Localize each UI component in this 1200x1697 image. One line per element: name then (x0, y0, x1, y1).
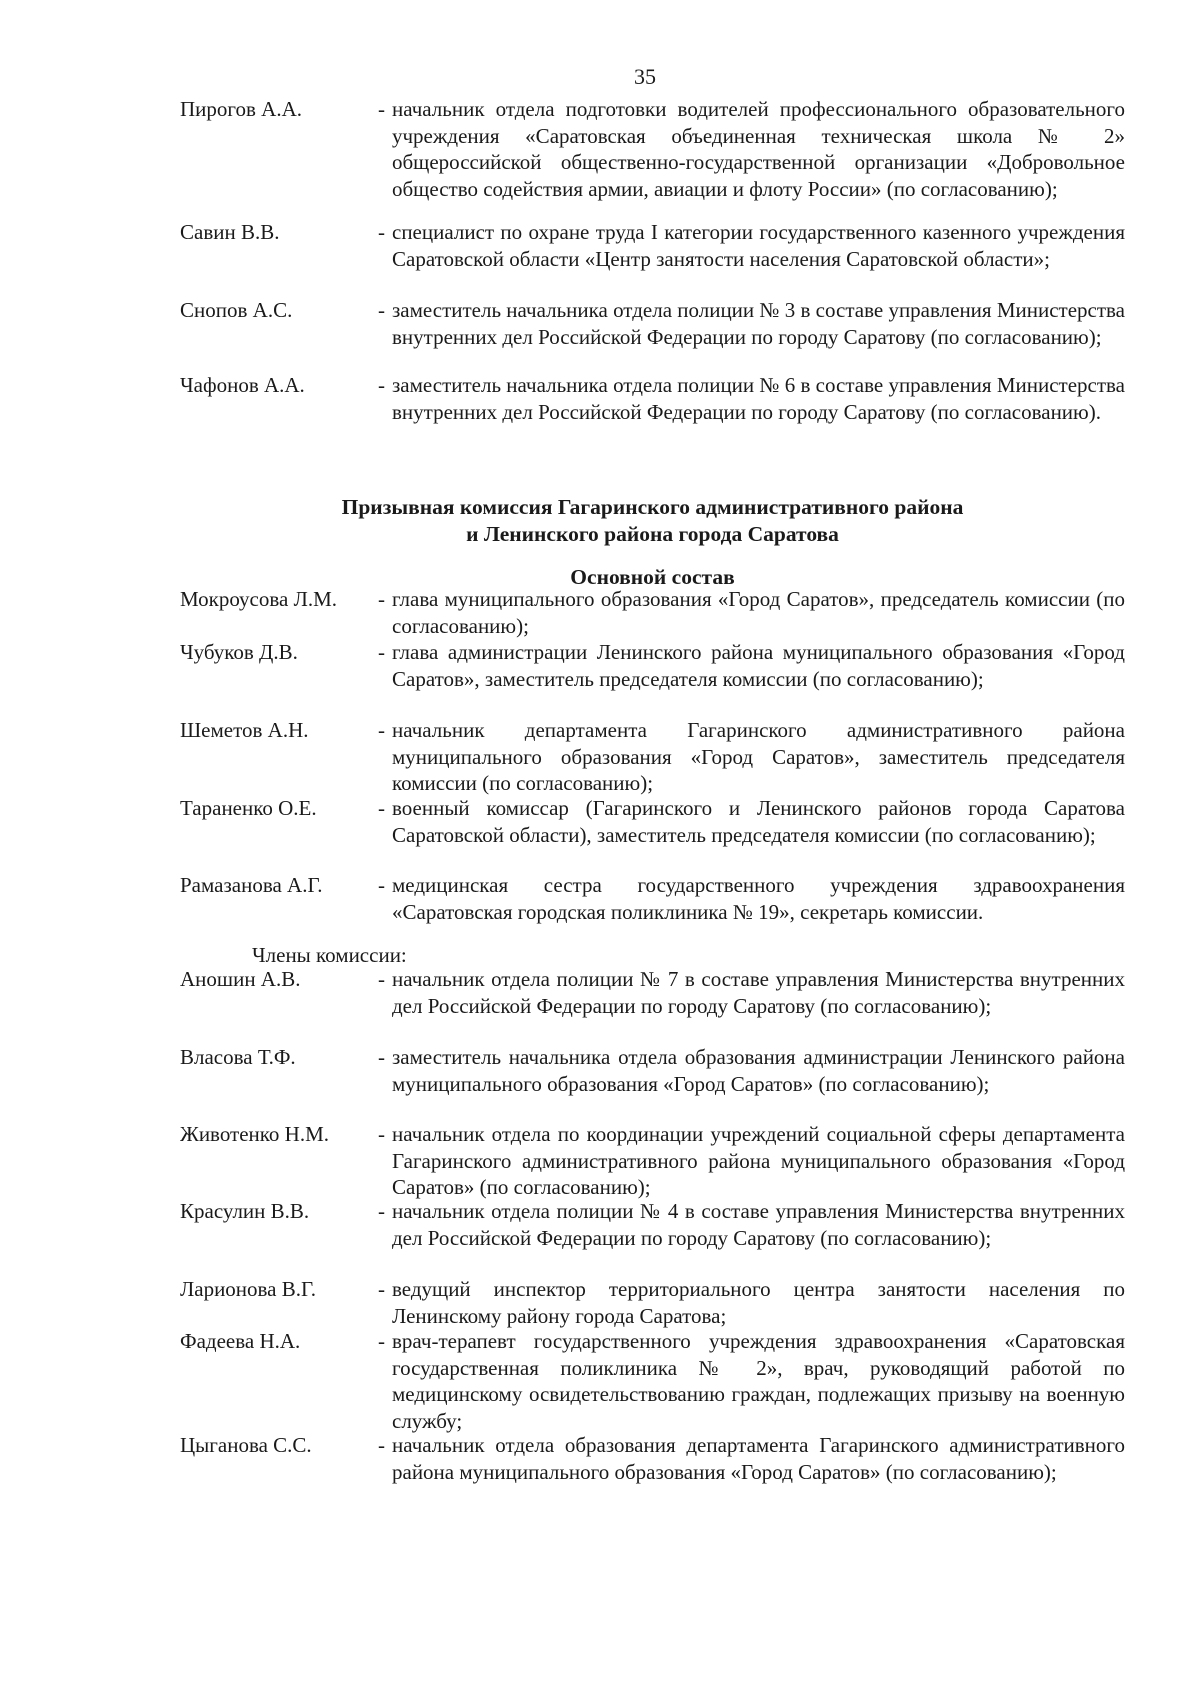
member-description: начальник отдела полиции № 4 в составе управления Министерства внутренних дел Российской Федерации по городу Саратову (по согласованию); (392, 1199, 1125, 1250)
dash: - (378, 1277, 385, 1301)
list-item (180, 639, 1125, 717)
list-item (180, 872, 1125, 927)
member-name: Чафонов А.А. (180, 373, 305, 397)
list-item (180, 219, 1125, 297)
member-description: начальник отдела подготовки водителей профессионального образовательного учреждения «Саратовская объединенная техническая школа № 2» общероссийской общественно-государственной организации «Добровольное общество содействия армии, авиации и флоту России» (по согласованию); (392, 97, 1125, 201)
dash: - (378, 97, 385, 121)
member-description: врач-терапевт государственного учреждения здравоохранения «Саратовская государственная поликлиника № 2», врач, руководящий работой по медицинскому освидетельствованию граждан, подлежащих призыву на военную службу; (392, 1329, 1125, 1433)
commission-title-line-1: Призывная комиссия Гагаринского административного района (341, 495, 964, 519)
dash: - (378, 1433, 385, 1457)
list-item (180, 586, 1125, 639)
top-list (180, 96, 1125, 450)
dash: - (378, 1045, 385, 1069)
dash: - (378, 640, 385, 664)
list-item (180, 1276, 1125, 1328)
member-name: Животенко Н.М. (180, 1122, 330, 1146)
list-item (180, 297, 1125, 372)
member-description: глава муниципального образования «Город Саратов», председатель комиссии (по согласованию); (392, 587, 1125, 638)
member-description: заместитель начальника отдела образования администрации Ленинского района муниципального образования «Город Саратов» (по согласованию); (392, 1045, 1125, 1096)
members-label: Члены комиссии: (252, 943, 407, 967)
dash: - (378, 1122, 385, 1146)
list-item (180, 966, 1125, 1044)
list-item (180, 1044, 1125, 1121)
list-item (180, 1121, 1125, 1198)
member-description: начальник отдела образования департамента Гагаринского административного района муниципального образования «Город Саратов» (по согласованию); (392, 1433, 1125, 1484)
member-description: начальник отдела по координации учреждений социальной сферы департамента Гагаринского административного района муниципального образования «Город Саратов» (по согласованию); (392, 1122, 1125, 1199)
list-item (180, 795, 1125, 872)
member-description: начальник отдела полиции № 7 в составе управления Министерства внутренних дел Российской Федерации по городу Саратову (по согласованию); (392, 967, 1125, 1018)
member-description: ведущий инспектор территориального центра занятости населения по Ленинскому району города Саратова; (392, 1277, 1125, 1328)
member-name: Мокроусова Л.М. (180, 587, 337, 611)
member-description: начальник департамента Гагаринского административного района муниципального образования «Город Саратов», заместитель председателя комиссии (по согласованию); (392, 718, 1125, 795)
page-number: 35 (634, 64, 656, 89)
dash: - (378, 220, 385, 244)
list-item (180, 717, 1125, 795)
dash: - (378, 718, 385, 742)
member-name: Рамазанова А.Г. (180, 873, 323, 897)
members-list (180, 966, 1125, 1512)
dash: - (378, 873, 385, 897)
list-item (180, 1328, 1125, 1432)
member-name: Цыганова С.С. (180, 1433, 312, 1457)
member-name: Снопов А.С. (180, 298, 293, 322)
member-name: Фадеева Н.А. (180, 1329, 301, 1353)
member-description: заместитель начальника отдела полиции № 3 в составе управления Министерства внутренних дел Российской Федерации по городу Саратову (по согласованию); (392, 298, 1125, 349)
dash: - (378, 967, 385, 991)
dash: - (378, 1329, 385, 1353)
main-composition-title: Основной состав (570, 565, 735, 589)
dash: - (378, 796, 385, 820)
list-item (180, 1432, 1125, 1512)
member-name: Шеметов А.Н. (180, 718, 309, 742)
member-name: Аношин А.В. (180, 967, 301, 991)
member-name: Тараненко О.Е. (180, 796, 317, 820)
list-item (180, 372, 1125, 450)
member-name: Савин В.В. (180, 220, 280, 244)
dash: - (378, 1199, 385, 1223)
member-name: Чубуков Д.В. (180, 640, 298, 664)
main-composition-list (180, 586, 1125, 927)
list-item (180, 1198, 1125, 1276)
dash: - (378, 298, 385, 322)
list-item (180, 96, 1125, 219)
member-description: специалист по охране труда I категории государственного казенного учреждения Саратовской области «Центр занятости населения Саратовской области»; (392, 220, 1125, 271)
member-description: заместитель начальника отдела полиции № 6 в составе управления Министерства внутренних дел Российской Федерации по городу Саратову (по согласованию). (392, 373, 1125, 424)
dash: - (378, 373, 385, 397)
member-name: Власова Т.Ф. (180, 1045, 296, 1069)
commission-title (180, 494, 1125, 548)
member-description: глава администрации Ленинского района муниципального образования «Город Саратов», заместитель председателя комиссии (по согласованию); (392, 640, 1125, 691)
member-name: Ларионова В.Г. (180, 1277, 317, 1301)
member-description: медицинская сестра государственного учреждения здравоохранения «Саратовская городская поликлиника № 19», секретарь комиссии. (392, 873, 1125, 924)
member-name: Пирогов А.А. (180, 97, 302, 121)
dash: - (378, 587, 385, 611)
commission-title-line-2: и Ленинского района города Саратова (466, 522, 839, 546)
member-name: Красулин В.В. (180, 1199, 310, 1223)
member-description: военный комиссар (Гагаринского и Ленинского районов города Саратова Саратовской области), заместитель председателя комиссии (по согласованию); (392, 796, 1125, 847)
